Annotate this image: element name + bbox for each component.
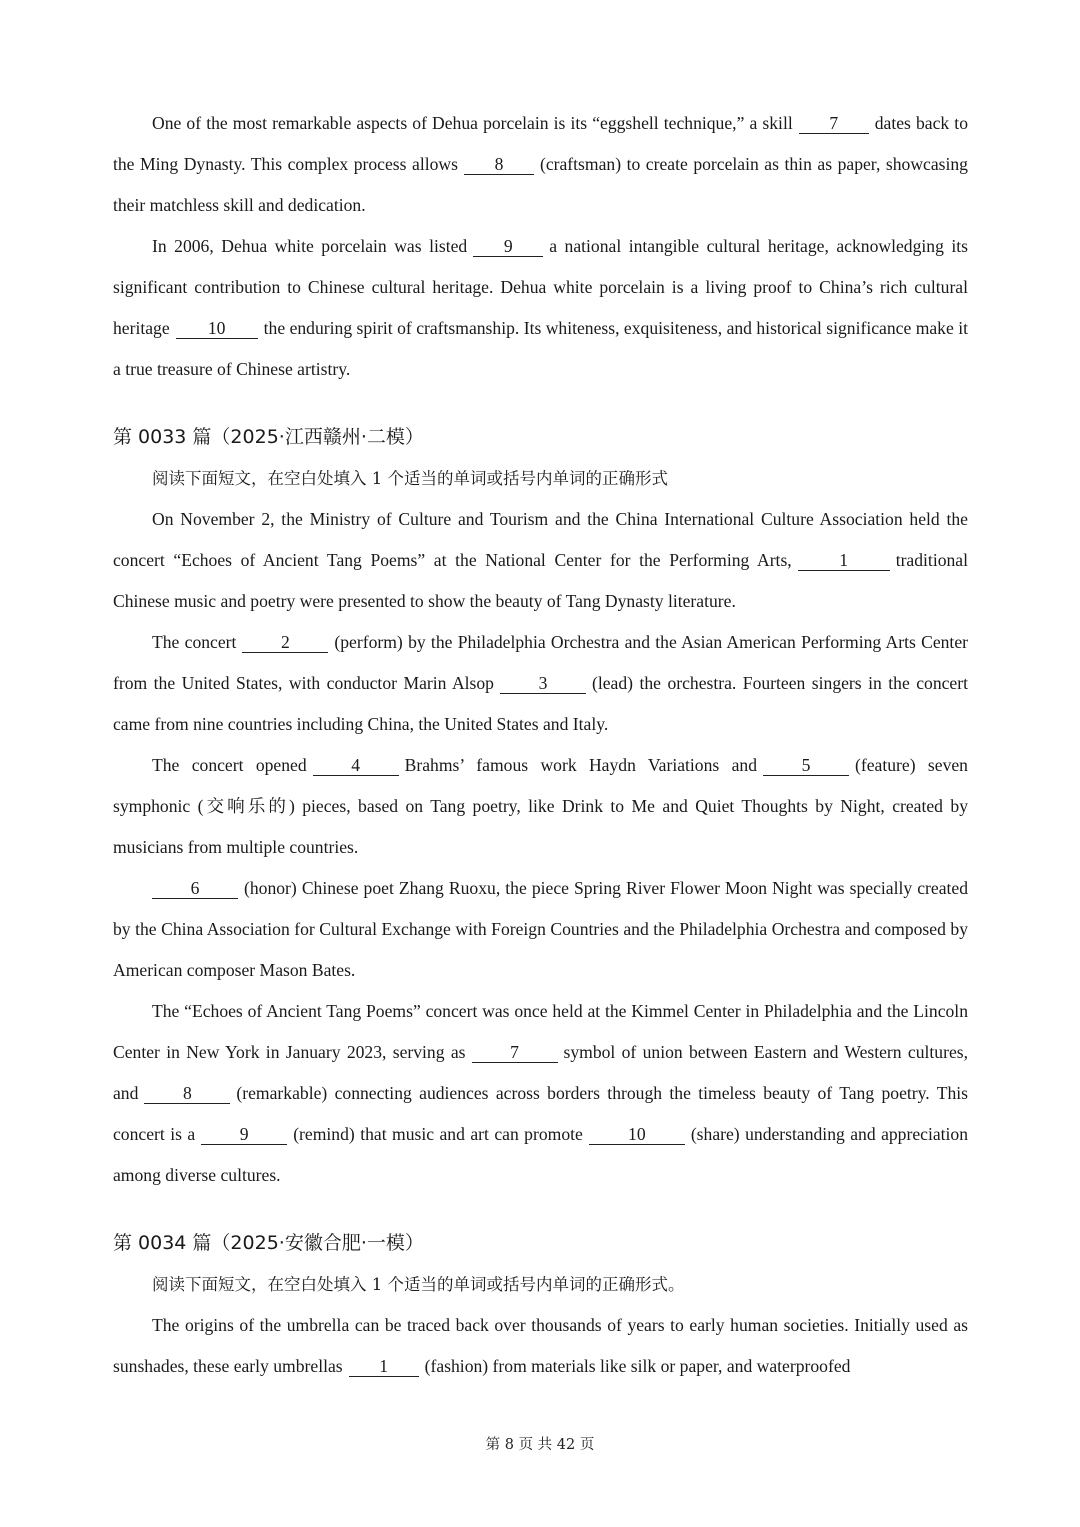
text-run: In 2006, Dehua white porcelain was listed	[152, 236, 468, 256]
text-run: (honor) Chinese poet Zhang Ruoxu, the piece Spring River Flower Moon Night was specially created by the China Association for Cultural Exchange with Foreign Countries and the Philadelphia Orchestra and composed by American composer Mason Bates.	[113, 878, 968, 980]
answer-blank: 2	[242, 632, 328, 653]
text-run: symbol of union between Eastern and Western cultures, and	[113, 1042, 968, 1103]
paragraph	[113, 499, 968, 622]
paragraph	[113, 622, 968, 745]
paragraph	[113, 1305, 968, 1387]
passage-heading: 第 0034 篇（2025·安徽合肥·一模）	[113, 1232, 424, 1254]
answer-blank: 6	[152, 878, 238, 899]
text-run: (craftsman) to create porcelain as thin as paper, showcasing their matchless skill and dedication.	[113, 154, 968, 215]
answer-blank: 1	[349, 1356, 419, 1377]
paragraph	[113, 103, 968, 226]
text-run: dates back to the Ming Dynasty. This complex process allows	[113, 113, 968, 174]
text-run: (remind) that music and art can promote	[293, 1124, 583, 1144]
passage-heading: 第 0033 篇（2025·江西赣州·二模）	[113, 426, 424, 448]
answer-blank: 7	[799, 113, 869, 134]
paragraph	[113, 868, 968, 991]
answer-blank: 8	[464, 154, 534, 175]
text-run: One of the most remarkable aspects of Dehua porcelain is its “eggshell technique,” a skill	[152, 113, 793, 133]
answer-blank: 10	[176, 318, 258, 339]
page-footer: 第 8 页 共 42 页	[485, 1437, 595, 1453]
answer-blank: 9	[201, 1124, 287, 1145]
answer-blank: 4	[313, 755, 399, 776]
answer-blank: 3	[500, 673, 586, 694]
text-run: (lead) the orchestra. Fourteen singers in the concert came from nine countries including China, the United States and Italy.	[113, 673, 968, 734]
text-run: The concert	[152, 632, 237, 652]
text-run: (fashion) from materials like silk or paper, and waterproofed	[424, 1356, 851, 1376]
text-run: a national intangible cultural heritage, acknowledging its significant contribution to Chinese cultural heritage. Dehua white porcelain is a living proof to China’s rich cultural heritage	[113, 236, 968, 338]
answer-blank: 1	[798, 550, 890, 571]
answer-blank: 10	[589, 1124, 685, 1145]
text-run: the enduring spirit of craftsmanship. Its whiteness, exquisiteness, and historical significance make it a true treasure of Chinese artistry.	[113, 318, 968, 379]
answer-blank: 5	[763, 755, 849, 776]
text-run: The origins of the umbrella can be traced back over thousands of years to early human societies. Initially used as sunshades, these early umbrellas	[113, 1315, 968, 1376]
paragraph	[113, 991, 968, 1196]
paragraph	[113, 745, 968, 868]
text-run: Brahms’ famous work Haydn Variations and	[404, 755, 758, 775]
text-run: traditional Chinese music and poetry were presented to show the beauty of Tang Dynasty literature.	[113, 550, 968, 611]
answer-blank: 9	[473, 236, 543, 257]
paragraph	[113, 226, 968, 390]
text-run: (perform) by the Philadelphia Orchestra and the Asian American Performing Arts Center from the United States, with conductor Marin Alsop	[113, 632, 968, 693]
text-run: The “Echoes of Ancient Tang Poems” concert was once held at the Kimmel Center in Philadelphia and the Lincoln Center in New York in January 2023, serving as	[113, 1001, 968, 1062]
answer-blank: 8	[144, 1083, 230, 1104]
answer-blank: 7	[472, 1042, 558, 1063]
text-run: On November 2, the Ministry of Culture and Tourism and the China International Culture Association held the concert “Echoes of Ancient Tang Poems” at the National Center for the Performing Arts,	[113, 509, 968, 570]
instruction-text: 阅读下面短文，在空白处填入 1 个适当的单词或括号内单词的正确形式	[152, 469, 668, 488]
instruction-text: 阅读下面短文，在空白处填入 1 个适当的单词或括号内单词的正确形式。	[152, 1275, 685, 1294]
text-run: The concert opened	[152, 755, 307, 775]
text-run: (share) understanding and appreciation among diverse cultures.	[113, 1124, 969, 1185]
document-page	[113, 103, 968, 1387]
text-run: (remarkable) connecting audiences across borders through the timeless beauty of Tang poetry. This concert is a	[113, 1083, 968, 1144]
text-run: (feature) seven symphonic (交响乐的) pieces, based on Tang poetry, like Drink to Me and Quiet Thoughts by Night, created by musicians from multiple countries.	[113, 755, 968, 857]
